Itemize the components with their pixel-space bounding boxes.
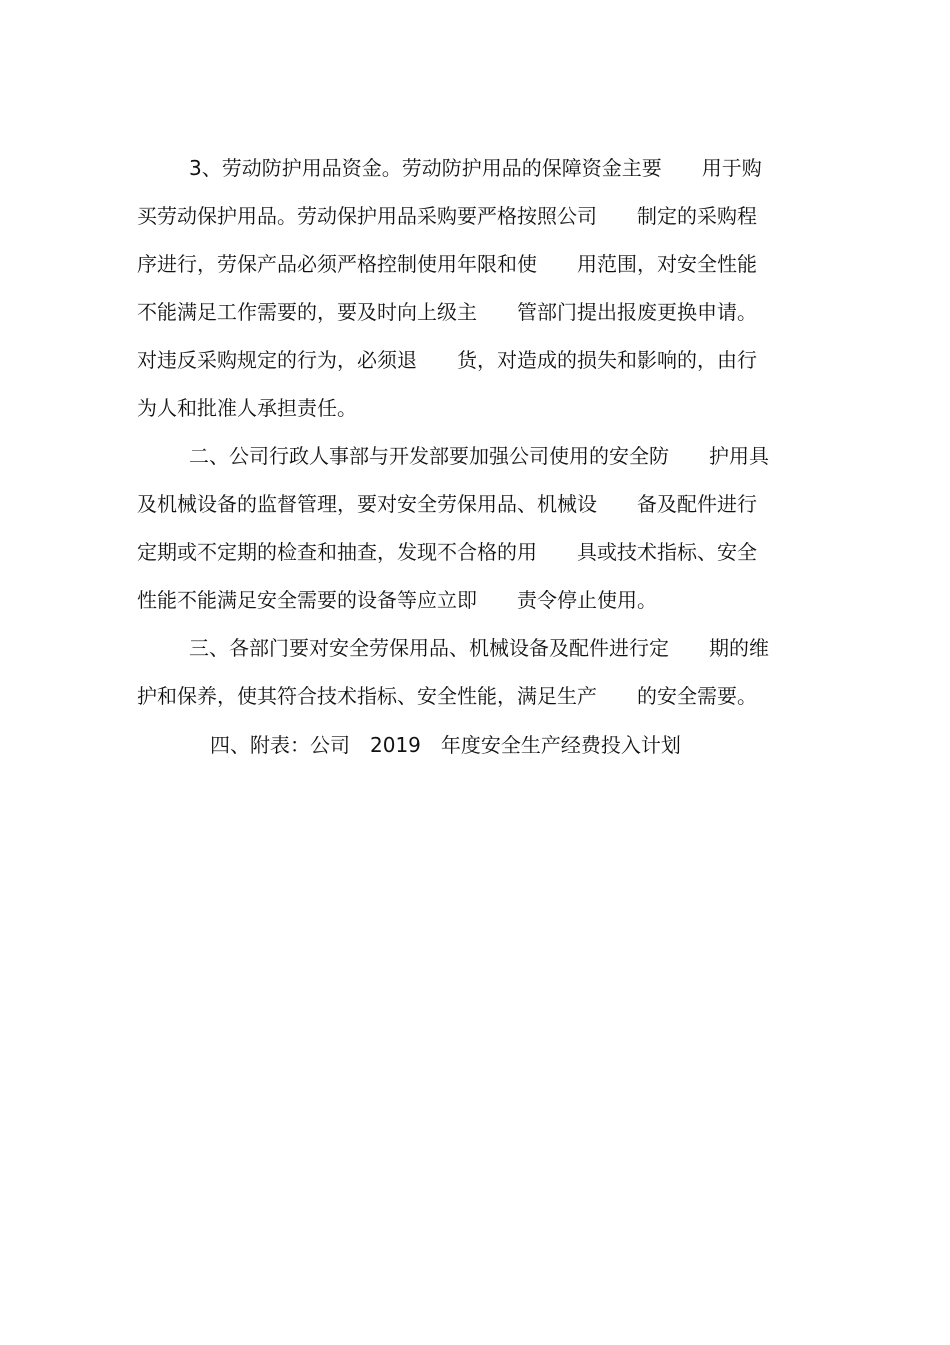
- paragraph-3-line-4: 不能满足工作需要的，要及时向上级主 管部门提出报废更换申请。: [137, 300, 757, 324]
- paragraph-3-line-6: 为人和批准人承担责任。: [137, 396, 357, 420]
- section-2-line-2: 及机械设备的监督管理，要对安全劳保用品、机械设 备及配件进行: [137, 492, 757, 516]
- section-2-line-1: 二、公司行政人事部与开发部要加强公司使用的安全防 护用具: [189, 444, 769, 468]
- paragraph-3-line-3: 序进行，劳保产品必须严格控制使用年限和使 用范围，对安全性能: [137, 252, 757, 276]
- section-3-line-2: 护和保养，使其符合技术指标、安全性能，满足生产 的安全需要。: [137, 684, 757, 708]
- section-2-line-3: 定期或不定期的检查和抽查，发现不合格的用 具或技术指标、安全: [137, 540, 757, 564]
- paragraph-3-line-2: 买劳动保护用品。劳动保护用品采购要严格按照公司 制定的采购程: [137, 204, 757, 228]
- paragraph-3-line-5: 对违反采购规定的行为，必须退 货，对造成的损失和影响的，由行: [137, 348, 757, 372]
- section-2-line-4: 性能不能满足安全需要的设备等应立即 责令停止使用。: [137, 588, 657, 612]
- section-4-appendix-line: 四、附表：公司 2019 年度安全生产经费投入计划: [210, 733, 681, 757]
- paragraph-3-line-1: 3、劳动防护用品资金。劳动防护用品的保障资金主要 用于购: [189, 156, 762, 180]
- section-3-line-1: 三、各部门要对安全劳保用品、机械设备及配件进行定 期的维: [189, 636, 769, 660]
